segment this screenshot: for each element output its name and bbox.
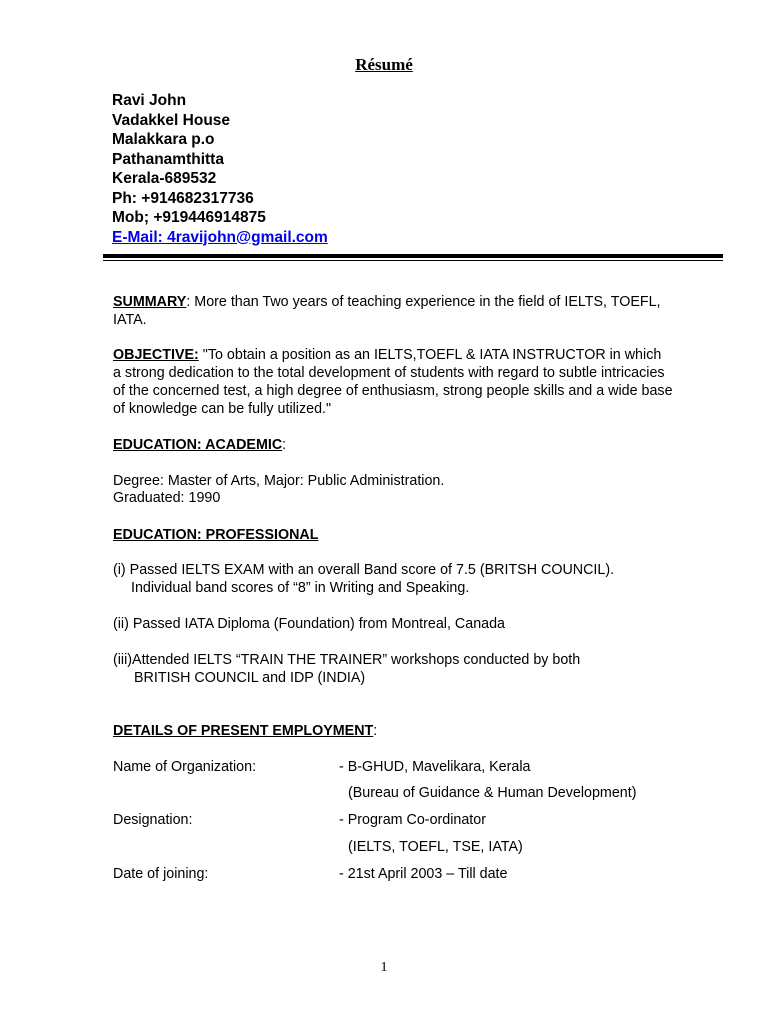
professional-item-3-line-2: BRITISH COUNCIL and IDP (INDIA): [134, 670, 366, 686]
contact-block: [112, 91, 328, 247]
joining-label: Date of joining:: [113, 866, 209, 882]
objective-section: [113, 346, 673, 418]
degree-line: Degree: Master of Arts, Major: Public Administration.: [113, 473, 445, 489]
professional-item-3: [113, 651, 713, 687]
contact-name: Ravi John: [112, 92, 187, 109]
professional-item-2: [113, 615, 713, 633]
professional-item-2-line-1: (ii) Passed IATA Diploma (Foundation) from Montreal, Canada: [113, 616, 506, 632]
contact-state-pin: Kerala-689532: [112, 170, 217, 187]
contact-district: Pathanamthitta: [112, 150, 224, 168]
professional-item-1-line-1: (i) Passed IELTS EXAM with an overall Band score of 7.5 (BRITSH COUNCIL).: [113, 562, 615, 578]
education-professional-heading-line: [113, 526, 673, 544]
contact-email-link[interactable]: E-Mail: 4ravijohn@gmail.com: [112, 228, 328, 246]
professional-item-1-line-2: Individual band scores of “8” in Writing and Speaking.: [131, 580, 470, 596]
designation-value: - Program Co-ordinator: [339, 812, 486, 828]
contact-mobile: Mob; +919446914875: [112, 209, 266, 226]
education-academic-heading-line: [113, 436, 673, 454]
employment-heading-line: [113, 722, 673, 740]
joining-value: - 21st April 2003 – Till date: [339, 866, 508, 882]
summary-section: [113, 293, 673, 329]
contact-po: Malakkara p.o: [112, 131, 215, 148]
header-divider-thin: [103, 260, 723, 261]
professional-item-3-line-1: (iii)Attended IELTS “TRAIN THE TRAINER” workshops conducted by both: [113, 652, 581, 668]
graduated-line: Graduated: 1990: [113, 490, 221, 506]
objective-heading: OBJECTIVE:: [113, 347, 199, 363]
org-label: Name of Organization:: [113, 759, 257, 775]
professional-item-1: [113, 561, 713, 597]
contact-house: Vadakkel House: [112, 111, 231, 129]
summary-heading: SUMMARY: [113, 294, 187, 310]
page-title: Résumé: [355, 55, 413, 74]
header-divider-thick: [103, 254, 723, 258]
employment-heading: DETAILS OF PRESENT EMPLOYMENT: [113, 723, 374, 739]
summary-text: : More than Two years of teaching experience in the field of IELTS, TOEFL, IATA.: [113, 294, 661, 328]
designation-label: Designation:: [113, 812, 193, 828]
org-subtext: (Bureau of Guidance & Human Development): [348, 785, 637, 801]
heading-colon: :: [282, 437, 287, 453]
education-academic-heading: EDUCATION: ACADEMIC: [113, 437, 283, 453]
contact-phone: Ph: +914682317736: [112, 189, 254, 207]
education-professional-heading: EDUCATION: PROFESSIONAL: [113, 527, 319, 543]
org-value: - B-GHUD, Mavelikara, Kerala: [339, 759, 531, 775]
designation-subtext: (IELTS, TOEFL, TSE, IATA): [348, 839, 523, 855]
heading-colon: :: [373, 723, 378, 739]
objective-text: "To obtain a position as an IELTS,TOEFL & IATA INSTRUCTOR in which a strong dedication to the total development of students with regard to subtle intricacies of the concerned test, a high degree of enthusiasm, strong people skills and a wide base of knowledge can be fully utilized.": [113, 347, 673, 417]
page-number: 1: [380, 960, 388, 975]
